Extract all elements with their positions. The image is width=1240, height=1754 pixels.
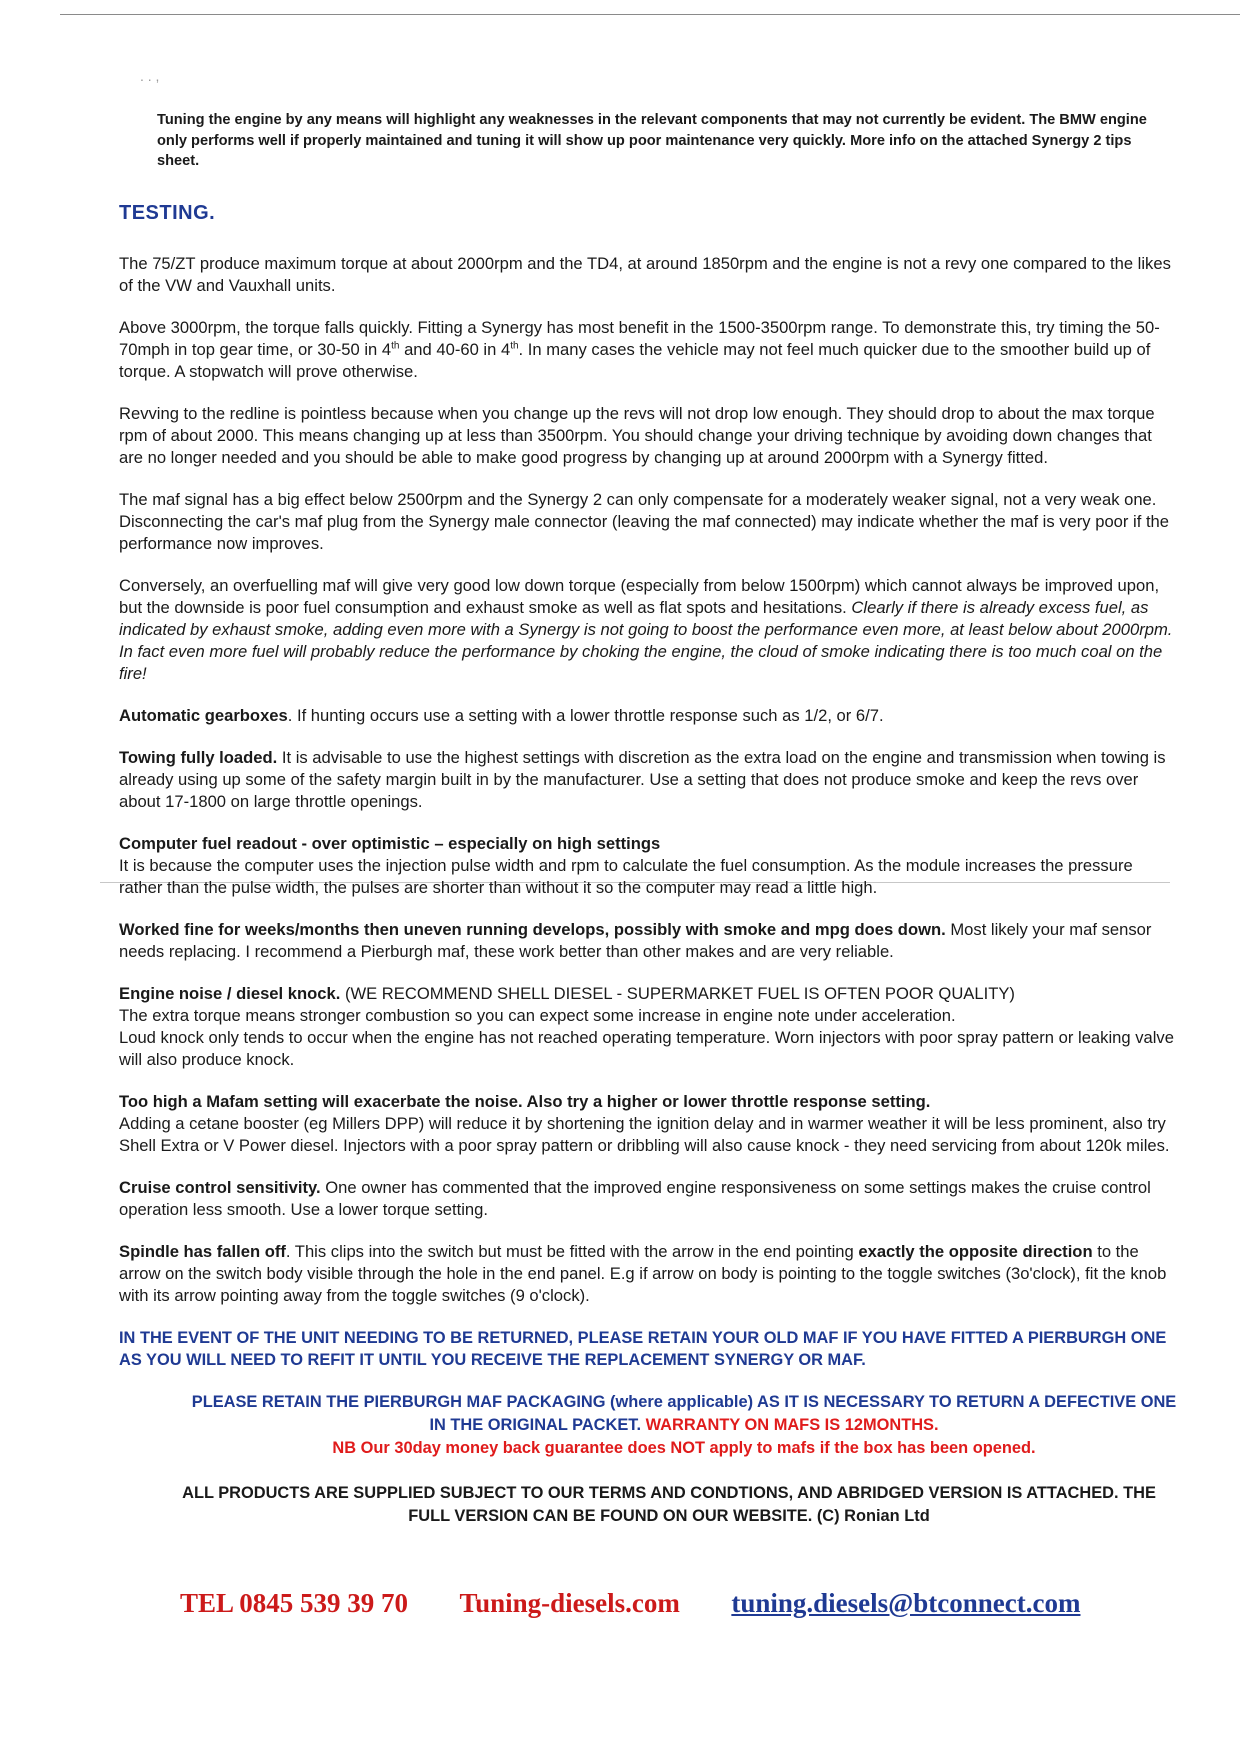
intro-line-3: More info on the attached Synergy 2 tips sheet. [157, 132, 1132, 169]
return-notice: IN THE EVENT OF THE UNIT NEEDING TO BE RETURNED, PLEASE RETAIN YOUR OLD MAF IF YOU HAVE FITTED A PIERBURGH ONE AS YOU WILL NEED TO REFIT IT UNTIL YOU RECEIVE THE REPLACEMENT SYNERGY OR MAF. [119, 1328, 1167, 1369]
p13-bold-1: Spindle has fallen off [119, 1241, 286, 1261]
p9-bold: Worked fine for weeks/months then uneven running develops, possibly with smoke and mpg does down. [119, 919, 946, 939]
document-body [119, 110, 1179, 1558]
p13-bold-2: exactly the opposite direction [858, 1241, 1093, 1261]
p8-bold: Computer fuel readout - over optimistic – especially on high settings [119, 833, 661, 853]
p9-text: Most likely your maf sensor needs replacing. I recommend a Pierburgh maf, these work better than other makes and are very reliable. [119, 919, 1152, 961]
p10-caps: (WE RECOMMEND SHELL DIESEL - SUPERMARKET FUEL IS OFTEN POOR QUALITY) [340, 983, 1015, 1003]
p13-text-2: to the arrow on the switch body visible through the hole in the end panel. E.g if arrow on body is pointing to the toggle switches (3o'clock), fit the knob with its arrow pointing away from the toggle switches (9 o'clock). [119, 1241, 1167, 1305]
website-link[interactable]: Tuning-diesels.com [459, 1588, 680, 1618]
telephone-number: TEL 0845 539 39 70 [180, 1588, 409, 1618]
paragraph-automatic-gearboxes [119, 705, 1179, 727]
p2-part-c: . In many cases the vehicle may not feel much quicker due to the smoother build up of torque. A stopwatch will prove otherwise. [119, 339, 1151, 381]
p6-text: . If hunting occurs use a setting with a lower throttle response such as 1/2, or 6/7. [287, 705, 884, 725]
paragraph-engine-noise [119, 983, 1179, 1071]
p10-line-2: The extra torque means stronger combustion so you can expect some increase in engine note under acceleration. [119, 1005, 956, 1025]
intro-note [157, 110, 1157, 172]
paragraph-cruise-control [119, 1177, 1179, 1221]
p8-text: It is because the computer uses the injection pulse width and rpm to calculate the fuel consumption. As the module increases the pressure rather than the pulse width, the pulses are shorter than without it so the computer may read a little high. [119, 855, 1133, 897]
paragraph-uneven-running [119, 919, 1179, 963]
p5-italic: Clearly if there is already excess fuel, as indicated by exhaust smoke, adding even more with a Synergy is not going to boost the performance even more, at least below about 2000rpm. In fact even more fuel will probably reduce the performance by choking the engine, the cloud of smoke indicating there is too much coal on the fire! [119, 597, 1173, 683]
p11-bold: Too high a Mafam setting will exacerbate the noise. Also try a higher or lower throttle response setting. [119, 1091, 931, 1111]
p10-bold: Engine noise / diesel knock. [119, 983, 341, 1003]
p2-part-b: and 40-60 in 4 [399, 339, 511, 359]
email-link[interactable]: tuning.diesels@btconnect.com [731, 1588, 1081, 1618]
p12-text: One owner has commented that the improved engine responsiveness on some settings makes the cruise control operation less smooth. Use a lower torque setting. [119, 1177, 1151, 1219]
paragraph-fuel-readout [119, 833, 1179, 899]
guarantee-text: NB Our 30day money back guarantee does NOT apply to mafs if the box has been opened. [332, 1438, 1036, 1457]
scan-scribble: . . , [140, 68, 160, 84]
paragraph-above-3000rpm [119, 317, 1179, 383]
p13-text-1: . This clips into the switch but must be fitted with the arrow in the end pointing [285, 1241, 859, 1261]
paragraph-mafam-setting [119, 1091, 1179, 1157]
p2-part-a: Above 3000rpm, the torque falls quickly. Fitting a Synergy has most benefit in the 1500-3500rpm range. To demonstrate this, try timing the 50-70mph in top gear time, or 30-50 in 4 [119, 317, 1160, 359]
paragraph-torque: The 75/ZT produce maximum torque at about 2000rpm and the TD4, at around 1850rpm and the engine is not a revy one compared to the likes of the VW and Vauxhall units. [119, 253, 1171, 295]
contact-footer [180, 1588, 1120, 1619]
p7-text: It is advisable to use the highest settings with discretion as the extra load on the engine and transmission when towing is already using up some of the safety margin built in by the manufacturer. Use a setting that does not produce smoke and keep the revs over about 17-1800 on large throttle openings. [119, 747, 1166, 811]
p5-normal: Conversely, an overfuelling maf will give very good low down torque (especially from below 1500rpm) which cannot always be improved upon, but the downside is poor fuel consumption and exhaust smoke as well as flat spots and hesitations. [119, 575, 1160, 617]
paragraph-spindle [119, 1241, 1179, 1307]
terms-notice: ALL PRODUCTS ARE SUPPLIED SUBJECT TO OUR TERMS AND CONDTIONS, AND ABRIDGED VERSION IS ATTACHED. THE FULL VERSION CAN BE FOUND ON OUR WEBSITE. (C) Ronian Ltd [182, 1483, 1156, 1525]
p7-bold: Towing fully loaded. [119, 747, 278, 767]
packaging-text: PLEASE RETAIN THE PIERBURGH MAF PACKAGING (where applicable) AS IT IS NECESSARY TO RETURN A DEFECTIVE ONE IN THE ORIGINAL PACKET. [191, 1392, 1177, 1434]
p11-text: Adding a cetane booster (eg Millers DPP) will reduce it by shortening the ignition delay and in warmer weather it will be less prominent, also try Shell Extra or V Power diesel. Injectors with a poor spray pattern or dribbling will also cause knock - they need servicing from about 120k miles. [119, 1113, 1170, 1155]
section-heading-testing: TESTING. [119, 201, 216, 224]
p2-sup-1: th [391, 339, 400, 351]
p6-bold: Automatic gearboxes [119, 705, 288, 725]
p2-sup-2: th [510, 339, 519, 351]
paragraph-towing [119, 747, 1179, 813]
packaging-notice [189, 1391, 1179, 1460]
intro-line-2: The BMW engine only performs well if properly maintained and tuning it will show up poor maintenance very quickly. [157, 112, 1147, 149]
scan-edge-line [60, 14, 1240, 15]
p10-line-3: Loud knock only tends to occur when the engine has not reached operating temperature. Worn injectors with poor spray pattern or leaking valve will also produce knock. [119, 1027, 1174, 1069]
warranty-text: WARRANTY ON MAFS IS 12MONTHS. [641, 1415, 939, 1434]
paragraph-redline: Revving to the redline is pointless because when you change up the revs will not drop low enough. They should drop to about the max torque rpm of about 2000. This means changing up at less than 3500rpm. You should change your driving technique by avoiding down changes that are no longer needed and you should be able to make good progress by changing up at around 2000rpm with a Synergy fitted. [119, 403, 1155, 467]
paragraph-overfuelling [119, 575, 1179, 685]
p12-bold: Cruise control sensitivity. [119, 1177, 321, 1197]
paragraph-maf-signal: The maf signal has a big effect below 2500rpm and the Synergy 2 can only compensate for a moderately weaker signal, not a very weak one. Disconnecting the car's maf plug from the Synergy male connector (leaving the maf connected) may indicate whether the maf is very poor if the performance now improves. [119, 489, 1170, 553]
intro-line-1: Tuning the engine by any means will highlight any weaknesses in the relevant components that may not currently be evident. [157, 112, 1026, 128]
